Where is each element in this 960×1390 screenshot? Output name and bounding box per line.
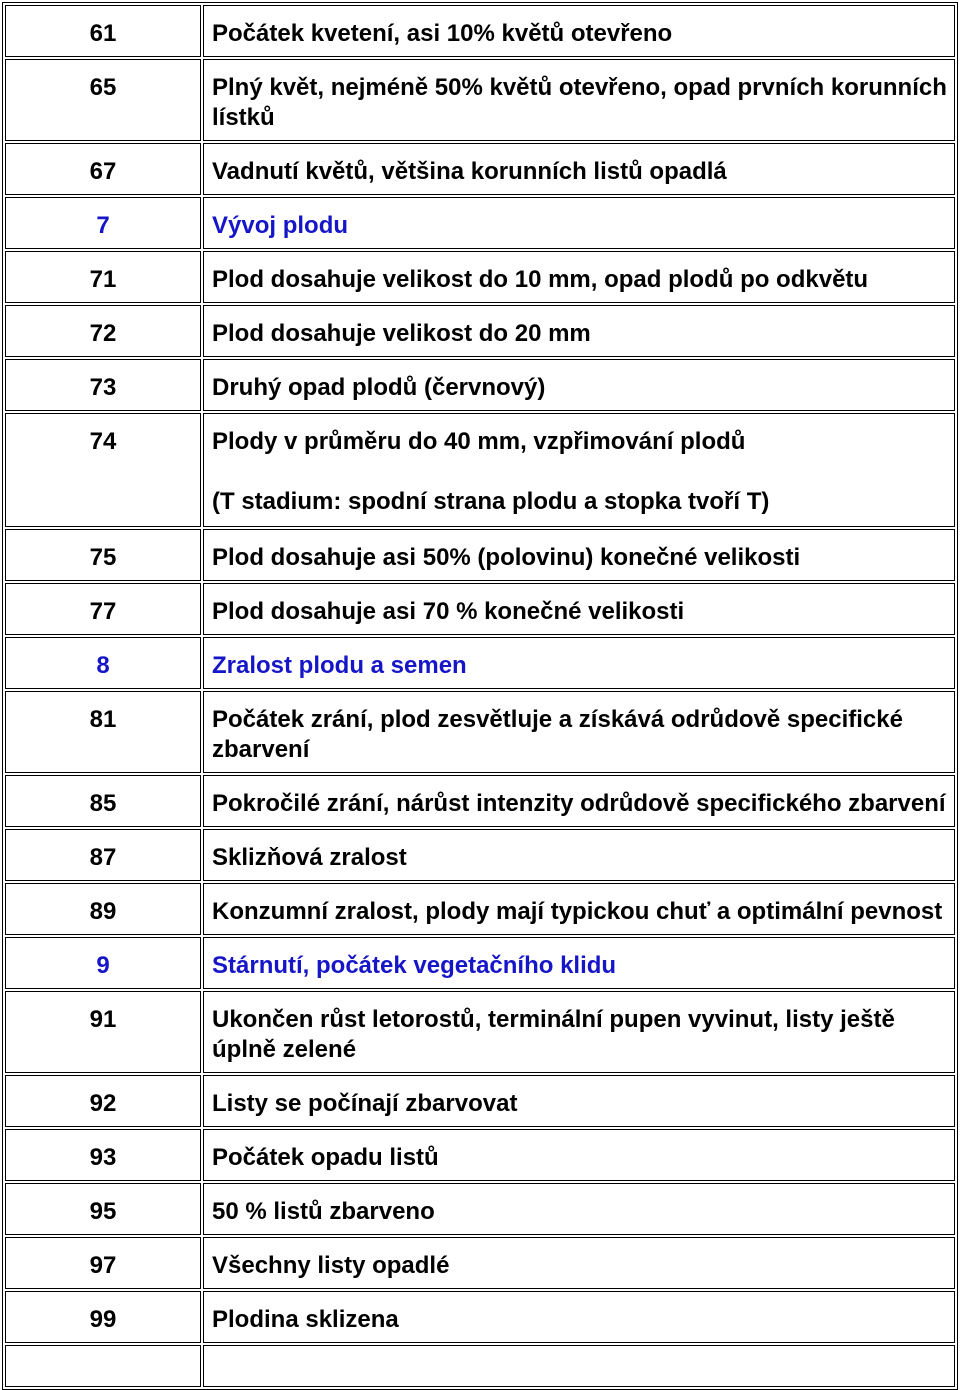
- stage-code: 71: [5, 251, 201, 303]
- stage-description: Počátek opadu listů: [203, 1129, 955, 1181]
- stage-description: Konzumní zralost, plody mají typickou chuť a optimální pevnost: [203, 883, 955, 935]
- stage-code: 77: [5, 583, 201, 635]
- stage-note: (T stadium: spodní strana plodu a stopka tvoří T): [212, 488, 770, 515]
- stage-code: 92: [5, 1075, 201, 1127]
- stage-code: 75: [5, 529, 201, 581]
- stage-description: Sklizňová zralost: [203, 829, 955, 881]
- stage-code: 91: [5, 991, 201, 1073]
- table-row: [5, 991, 955, 1073]
- table-row: [5, 413, 955, 527]
- table-row: [5, 583, 955, 635]
- stage-description: Počátek zrání, plod zesvětluje a získává odrůdově specifické zbarvení: [203, 691, 955, 773]
- growth-stage-table: [2, 2, 958, 1390]
- stage-heading: Zralost plodu a semen: [203, 637, 955, 689]
- stage-description: Druhý opad plodů (červnový): [203, 359, 955, 411]
- table-row: [5, 1291, 955, 1343]
- stage-code: 61: [5, 5, 201, 57]
- table-row: [5, 829, 955, 881]
- stage-description: Plod dosahuje velikost do 20 mm: [203, 305, 955, 357]
- stage-code: 67: [5, 143, 201, 195]
- table-row-principal-stage: [5, 197, 955, 249]
- stage-heading: Vývoj plodu: [203, 197, 955, 249]
- stage-description-cell: [203, 413, 955, 527]
- table-row: [5, 1129, 955, 1181]
- table-row: [5, 529, 955, 581]
- stage-description: Plod dosahuje asi 70 % konečné velikosti: [203, 583, 955, 635]
- stage-description: Plodina sklizena: [203, 1291, 955, 1343]
- stage-description: Všechny listy opadlé: [203, 1237, 955, 1289]
- table-row: [5, 143, 955, 195]
- table-row: [5, 305, 955, 357]
- stage-code: 7: [5, 197, 201, 249]
- stage-description: Plod dosahuje asi 50% (polovinu) konečné velikosti: [203, 529, 955, 581]
- stage-description: 50 % listů zbarveno: [203, 1183, 955, 1235]
- stage-description: Plody v průměru do 40 mm, vzpřimování plodů: [212, 428, 746, 455]
- table-row: [5, 691, 955, 773]
- empty-cell: [5, 1345, 201, 1387]
- stage-description: Ukončen růst letorostů, terminální pupen vyvinut, listy ještě úplně zelené: [203, 991, 955, 1073]
- table-row-principal-stage: [5, 937, 955, 989]
- stage-code: 99: [5, 1291, 201, 1343]
- stage-code: 72: [5, 305, 201, 357]
- table-row-empty: [5, 1345, 955, 1387]
- table-row: [5, 883, 955, 935]
- stage-code: 9: [5, 937, 201, 989]
- stage-code: 73: [5, 359, 201, 411]
- stage-description: Listy se počínají zbarvovat: [203, 1075, 955, 1127]
- table-row: [5, 1237, 955, 1289]
- table-row: [5, 1075, 955, 1127]
- stage-heading: Stárnutí, počátek vegetačního klidu: [203, 937, 955, 989]
- table-row: [5, 5, 955, 57]
- stage-description: Vadnutí květů, většina korunních listů opadlá: [203, 143, 955, 195]
- table-row: [5, 59, 955, 141]
- table-row: [5, 359, 955, 411]
- stage-code: 87: [5, 829, 201, 881]
- stage-code: 85: [5, 775, 201, 827]
- stage-description: Pokročilé zrání, nárůst intenzity odrůdově specifického zbarvení: [203, 775, 955, 827]
- stage-description: Plný květ, nejméně 50% květů otevřeno, opad prvních korunních lístků: [203, 59, 955, 141]
- table-row-principal-stage: [5, 637, 955, 689]
- stage-description: Plod dosahuje velikost do 10 mm, opad plodů po odkvětu: [203, 251, 955, 303]
- stage-code: 93: [5, 1129, 201, 1181]
- table-row: [5, 775, 955, 827]
- stage-code: 97: [5, 1237, 201, 1289]
- table-row: [5, 251, 955, 303]
- stage-code: 81: [5, 691, 201, 773]
- stage-code: 89: [5, 883, 201, 935]
- empty-cell: [203, 1345, 955, 1387]
- stage-code: 65: [5, 59, 201, 141]
- table-row: [5, 1183, 955, 1235]
- stage-code: 8: [5, 637, 201, 689]
- stage-code: 74: [5, 413, 201, 527]
- stage-code: 95: [5, 1183, 201, 1235]
- table-body: [5, 5, 955, 1387]
- stage-description: Počátek kvetení, asi 10% květů otevřeno: [203, 5, 955, 57]
